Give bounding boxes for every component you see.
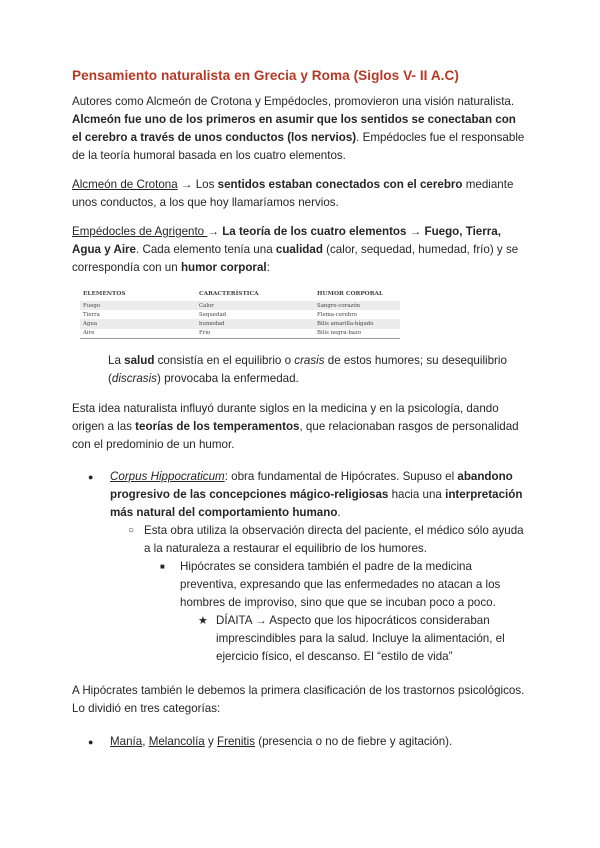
empedocles-cualidad: cualidad <box>275 243 323 256</box>
table-row <box>80 310 400 319</box>
diaita-text: DÍAITA → Aspecto que los hipocráticos consideraban imprescindibles para la salud. Incluye la alimentación, el ejercicio físico, el descanso. El “estilo de vida” <box>216 613 505 663</box>
list-item <box>72 558 528 612</box>
temperaments-bold: teorías de los temperamentos <box>135 419 300 433</box>
table-row <box>80 301 400 310</box>
table-row <box>80 329 400 339</box>
temperaments-text-2: , que relacionaban rasgos de personalidad con el predominio de un humor. <box>72 419 519 451</box>
table-cell: Sangre-corazón <box>314 301 400 310</box>
list-item <box>72 468 528 522</box>
corpus-bold-2: interpretación más natural del comportamiento humano <box>110 487 523 519</box>
empedocles-text-3: : <box>266 261 270 274</box>
disorders-list <box>72 733 528 751</box>
separator: y <box>204 734 218 748</box>
intro-bold: Alcmeón fue uno de los primeros en asumir que los sentidos se conectaban con el cerebro a través de unos conductos (los nervios) <box>72 113 516 144</box>
table-cell: Bilis negra-bazo <box>314 329 400 339</box>
health-text-1: La <box>108 353 125 367</box>
humors-table <box>80 289 400 339</box>
health-text-4: ) provocaba la enfermedad. <box>156 371 299 385</box>
table-header: ELEMENTOS <box>83 291 126 297</box>
health-discrasis: discrasis <box>111 371 157 385</box>
corpus-text-3: . <box>337 505 341 519</box>
table-cell: Sequedad <box>199 311 227 318</box>
alcmeon-text: mediante unos conductos, a los que hoy llamaríamos nervios. <box>72 178 514 209</box>
empedocles-text-2: (calor, sequedad, humedad, frío) y se correspondía con un <box>72 243 519 274</box>
alcmeon-paragraph <box>72 176 528 212</box>
star-icon: ★ <box>198 614 208 627</box>
health-paragraph <box>72 352 528 388</box>
health-text-2: consistía en el equilibrio o <box>154 353 295 367</box>
list-item <box>72 733 528 751</box>
health-text-3: de estos humores; su desequilibrio ( <box>108 353 507 385</box>
hollow-circle-icon: ○ <box>128 524 135 536</box>
preventive-text: Hipócrates se considera también el padre de la medicina preventiva, expresando que las enfermedades no atacan a los hombres de improviso, sino que que se incuban poco a poco. <box>180 559 501 609</box>
intro-text: Autores como Alcmeón de Crotona y Empédocles, promovieron una visión naturalista. <box>72 95 515 108</box>
table-cell: Aire <box>80 329 196 339</box>
table-cell: Fuego <box>80 301 196 310</box>
list-item <box>72 612 528 666</box>
corpus-bold-1: abandono progresivo de las concepciones mágico-religiosas <box>110 469 513 501</box>
classification-paragraph: A Hipócrates también le debemos la primera clasificación de los trastornos psicológicos. Lo dividió en tres categorías: <box>72 683 525 715</box>
bullet-icon: ● <box>88 736 94 747</box>
document-page <box>72 68 528 751</box>
list-item <box>72 522 528 558</box>
empedocles-name: Empédocles de Agrigento <box>72 225 208 238</box>
intro-text-end: . Empédocles fue el responsable de la teoría humoral basada en los cuatro elementos. <box>72 131 525 162</box>
table-cell: Tierra <box>83 311 100 318</box>
health-crasis: crasis <box>294 353 325 367</box>
alcmeon-arrow: → Los <box>177 178 218 191</box>
empedocles-theory: La teoría de los cuatro elementos → Fuego, Tierra, Agua y Aire <box>72 225 501 256</box>
table-header: HUMOR CORPORAL <box>317 291 384 297</box>
separator: , <box>142 734 149 748</box>
health-bold: salud <box>124 353 155 367</box>
mania-term: Manía <box>110 734 143 748</box>
empedocles-arrow: → <box>207 225 223 238</box>
temperaments-paragraph <box>72 400 528 454</box>
bullet-icon: ● <box>88 471 94 482</box>
frenitis-term: Frenitis <box>217 734 256 748</box>
melancolia-term: Melancolía <box>148 734 205 748</box>
alcmeon-bold: sentidos estaban conectados con el cerebro <box>217 178 463 191</box>
table-header: CARACTERÍSTICA <box>199 291 259 297</box>
empedocles-text-1: . Cada elemento tenía una <box>136 243 276 256</box>
table-cell: Agua <box>80 319 196 328</box>
observation-text: Esta obra utiliza la observación directa del paciente, el médico sólo ayuda a la naturaleza a restaurar el equilibrio de los humores. <box>144 523 524 555</box>
intro-paragraph <box>72 93 528 165</box>
hippocrates-list <box>72 468 528 666</box>
disorders-text: (presencia o no de fiebre y agitación). <box>255 734 453 748</box>
empedocles-humor: humor corporal <box>180 261 267 274</box>
table-header-row <box>80 289 400 301</box>
square-icon: ■ <box>160 561 165 571</box>
alcmeon-name: Alcmeón de Crotona <box>72 178 178 191</box>
temperaments-text-1: Esta idea naturalista influyó durante siglos en la medicina y en la psicología, dando origen a las <box>72 401 499 433</box>
page-title: Pensamiento naturalista en Grecia y Roma (Siglos V- II A.C) <box>72 68 459 83</box>
table-cell: Bilis amarilla-hígado <box>314 319 400 328</box>
corpus-text-2: hacia una <box>388 487 446 501</box>
table-cell: Frío <box>196 329 314 339</box>
empedocles-paragraph <box>72 223 528 277</box>
corpus-text-1: : obra fundamental de Hipócrates. Supuso el <box>224 469 458 483</box>
corpus-title: Corpus Hippocraticum <box>110 469 225 483</box>
table-row <box>80 319 400 328</box>
table-cell: Calor <box>196 301 314 310</box>
table-cell: Flema-cerebro <box>317 311 358 318</box>
table-cell: humedad <box>196 319 314 328</box>
